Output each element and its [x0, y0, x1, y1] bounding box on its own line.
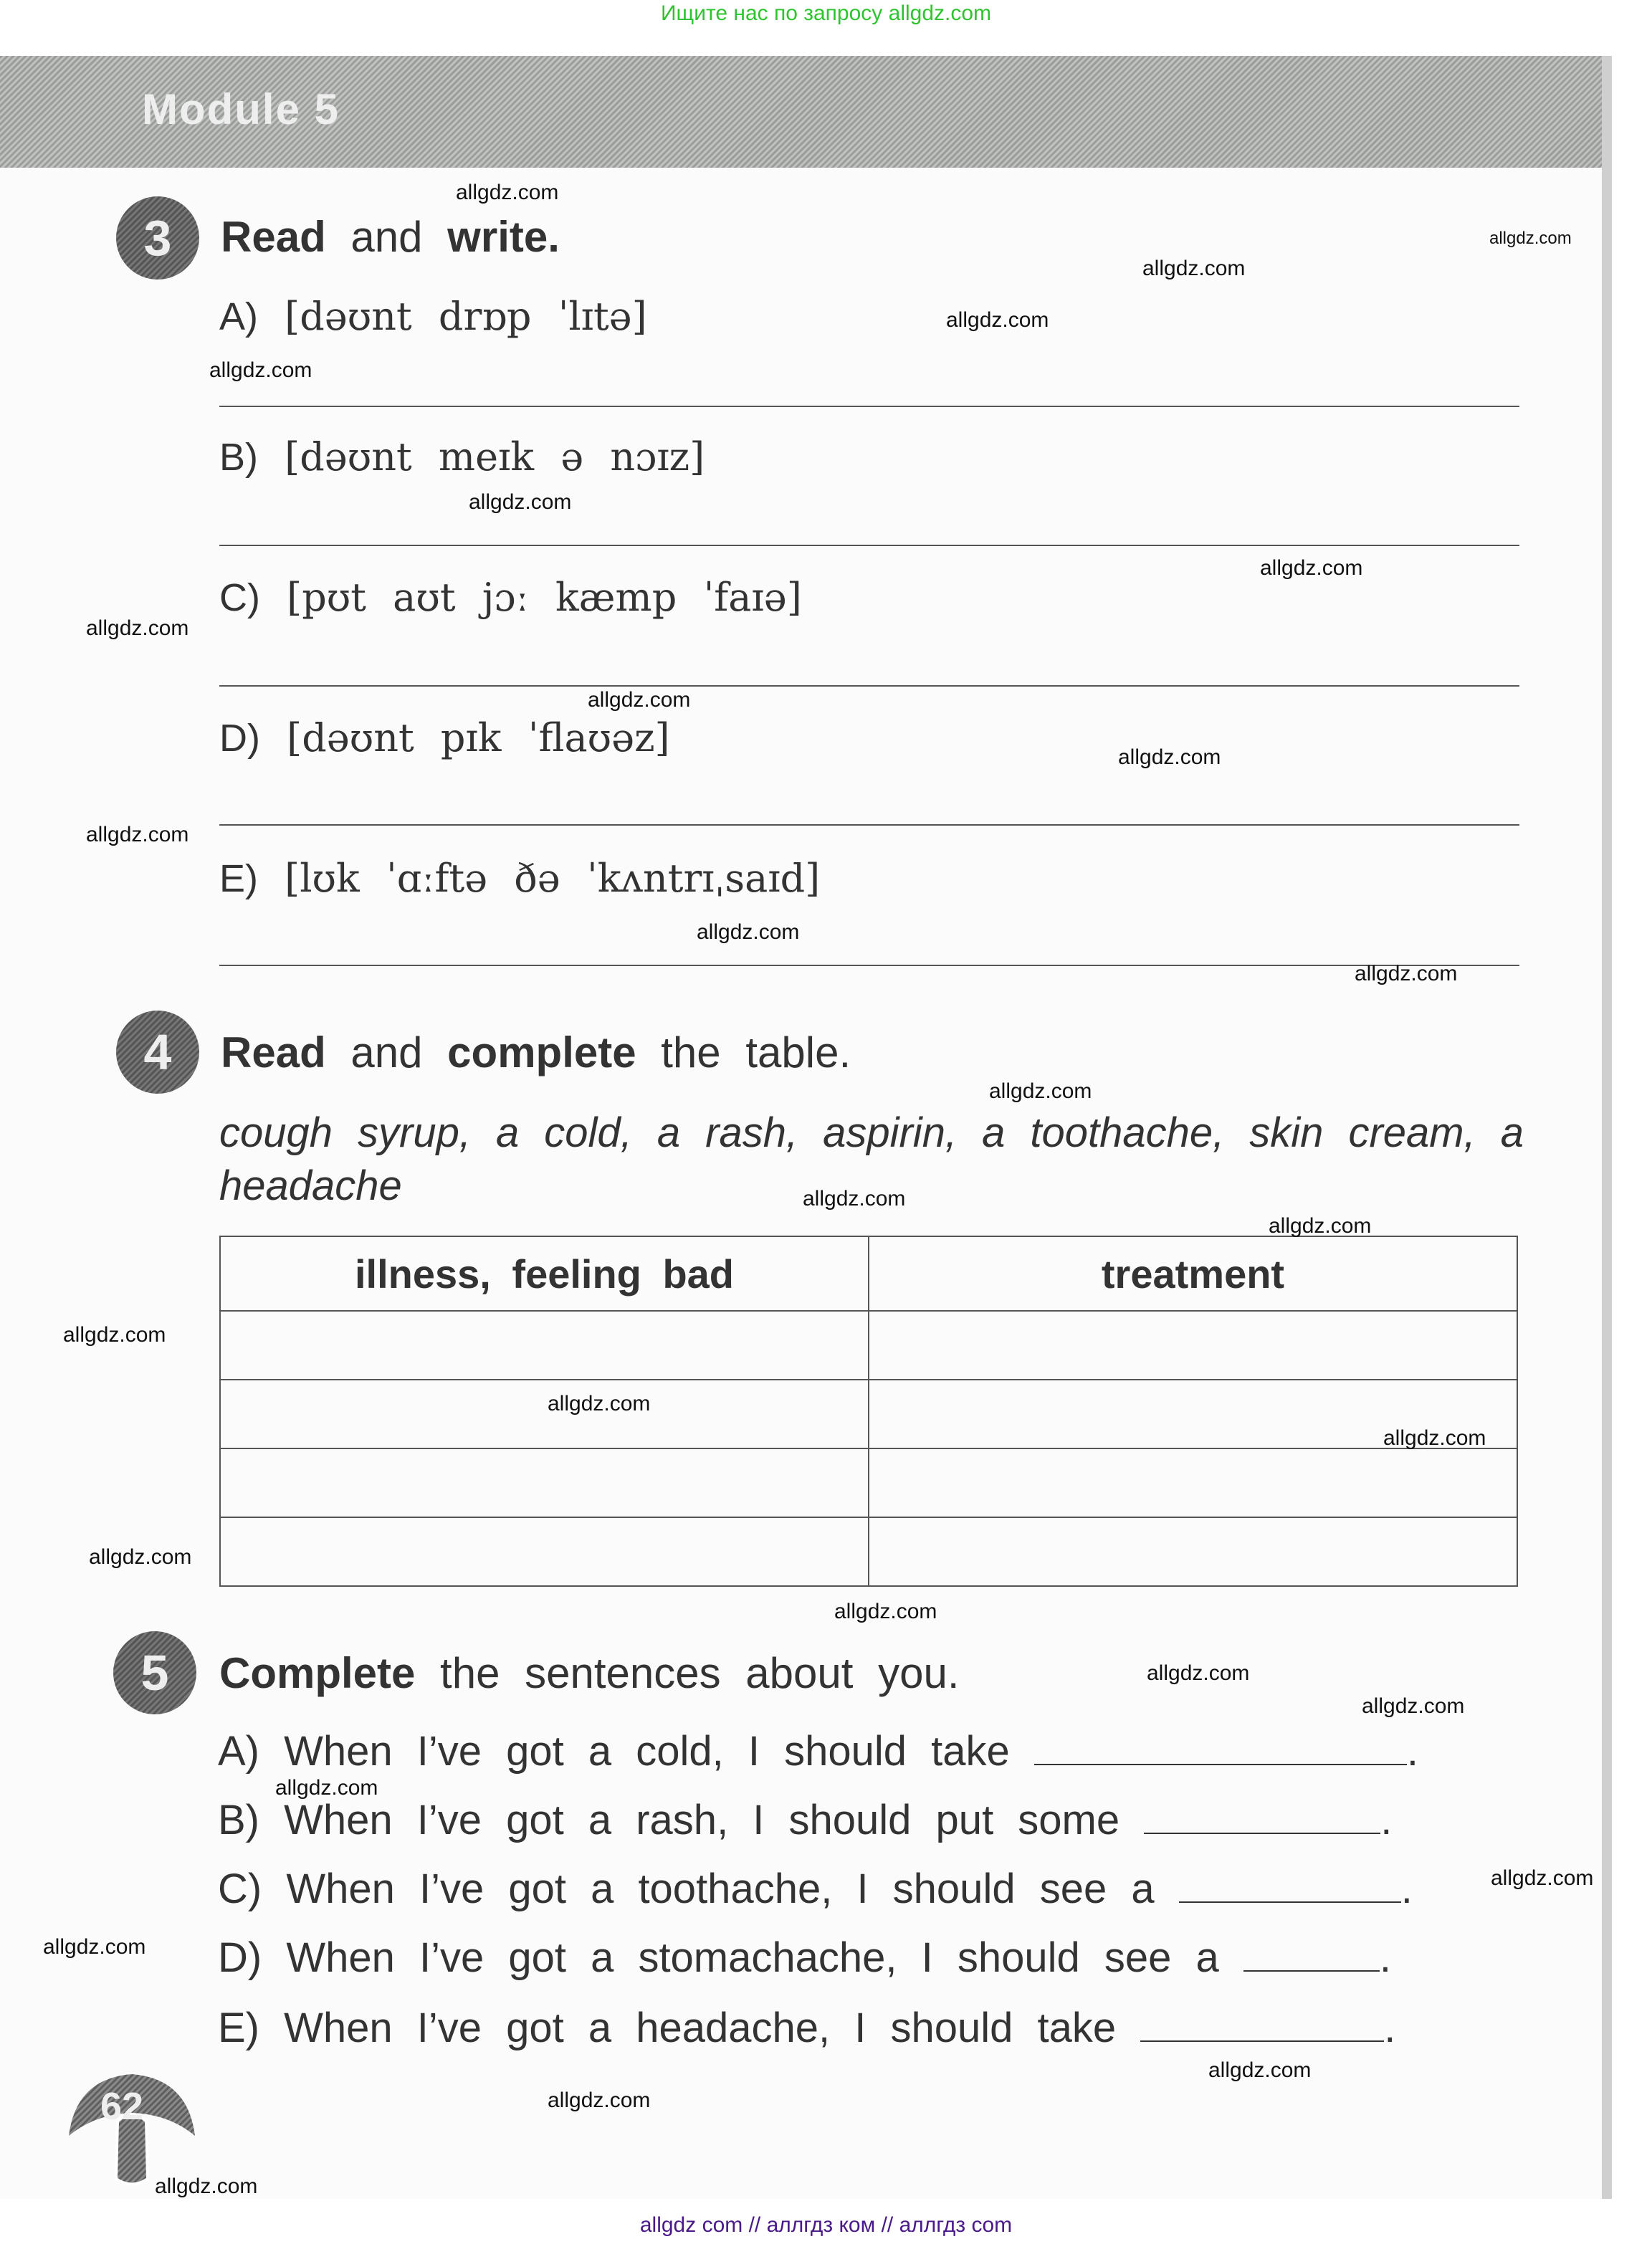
watermark: allgdz.com: [1491, 1866, 1594, 1890]
watermark: allgdz.com: [697, 920, 800, 944]
watermark: allgdz.com: [86, 616, 189, 640]
watermark: allgdz.com: [548, 2088, 651, 2112]
watermark: allgdz.com: [86, 823, 189, 846]
table-cell[interactable]: [220, 1311, 869, 1380]
exercise-3-title: Read and write.: [221, 213, 560, 261]
sentence-a: A) When I’ve got a cold, I should take .: [218, 1728, 1418, 1775]
watermark: allgdz.com: [1260, 556, 1363, 580]
page-number: 62: [100, 2085, 144, 2128]
watermark: allgdz.com: [63, 1323, 166, 1347]
sentence-b: B) When I’ve got a rash, I should put some .: [218, 1797, 1393, 1843]
exercise-4-number: 4: [116, 1011, 199, 1094]
table-cell[interactable]: [220, 1448, 869, 1517]
watermark: allgdz.com: [548, 1392, 651, 1415]
table-row: [220, 1448, 1517, 1517]
module-title: Module 5: [142, 85, 340, 133]
watermark: allgdz.com: [834, 1600, 937, 1623]
table-cell[interactable]: [869, 1311, 1517, 1380]
search-hint: Ищите нас по запросу allgdz.com: [660, 1, 992, 25]
exercise-5-title: Complete the sentences about you.: [219, 1649, 960, 1697]
table-row: [220, 1380, 1517, 1448]
watermark: allgdz.com: [1208, 2058, 1312, 2082]
ipa-item-c: C) [pʊt aʊt jɔː kæmp ˈfaɪə]: [219, 575, 802, 620]
answer-line-b[interactable]: [219, 545, 1519, 546]
watermark: allgdz.com: [946, 308, 1049, 332]
watermark: allgdz.com: [1383, 1426, 1486, 1450]
table-cell[interactable]: [220, 1380, 869, 1448]
sentence-e: E) When I’ve got a headache, I should take .: [218, 2005, 1396, 2051]
table-row: [220, 1517, 1517, 1586]
illness-treatment-table: [219, 1236, 1518, 1587]
watermark: allgdz.com: [1118, 745, 1221, 769]
answer-line-c[interactable]: [219, 685, 1519, 687]
sentence-d: D) When I’ve got a stomachache, I should see a .: [218, 1934, 1392, 1981]
exercise-3-number: 3: [116, 196, 199, 280]
ipa-item-d: D) [dəʊnt pɪk ˈflaʊəz]: [219, 715, 670, 760]
blank-d[interactable]: [1243, 1963, 1380, 1972]
answer-line-d[interactable]: [219, 824, 1519, 826]
answer-line-a[interactable]: [219, 406, 1519, 407]
site-footer-note: allgdz com // аллгдз ком // аллгдз com: [639, 2213, 1013, 2237]
watermark: allgdz.com: [989, 1079, 1092, 1103]
watermark: allgdz.com: [1355, 962, 1458, 985]
table-row: [220, 1311, 1517, 1380]
watermark: allgdz.com: [469, 490, 572, 514]
exercise-4-title: Read and complete the table.: [221, 1028, 851, 1076]
table-cell[interactable]: [869, 1448, 1517, 1517]
watermark: allgdz.com: [1269, 1214, 1372, 1238]
watermark: allgdz.com: [275, 1776, 378, 1800]
word-bank: cough syrup, a cold, a rash, aspirin, a toothache, skin cream, a headache: [219, 1109, 1524, 1209]
blank-b[interactable]: [1144, 1825, 1380, 1834]
sentence-c: C) When I’ve got a toothache, I should see a .: [218, 1866, 1413, 1912]
answer-line-e[interactable]: [219, 965, 1519, 966]
ipa-item-b: B) [dəʊnt meɪk ə nɔɪz]: [219, 434, 705, 479]
exercise-5-number: 5: [113, 1631, 196, 1714]
watermark: allgdz.com: [43, 1935, 146, 1959]
watermark: allgdz.com: [1489, 229, 1572, 248]
watermark: allgdz.com: [89, 1545, 192, 1569]
watermark: allgdz.com: [803, 1187, 906, 1211]
watermark: allgdz.com: [155, 2174, 258, 2198]
blank-a[interactable]: [1034, 1757, 1407, 1765]
ipa-item-e: E) [lʊk ˈɑːftə ðə ˈkʌntrɪˌsaɪd]: [219, 856, 821, 901]
column-header-illness: illness, feeling bad: [220, 1236, 869, 1311]
table-cell[interactable]: [220, 1517, 869, 1586]
ipa-item-a: A) [dəʊnt drɒp ˈlɪtə]: [219, 294, 647, 339]
watermark: allgdz.com: [1142, 257, 1246, 280]
column-header-treatment: treatment: [869, 1236, 1517, 1311]
table-cell[interactable]: [869, 1517, 1517, 1586]
watermark: allgdz.com: [588, 688, 691, 712]
watermark: allgdz.com: [209, 358, 312, 382]
watermark: allgdz.com: [456, 181, 559, 204]
watermark: allgdz.com: [1362, 1694, 1465, 1718]
blank-c[interactable]: [1179, 1894, 1401, 1903]
blank-e[interactable]: [1140, 2033, 1384, 2042]
watermark: allgdz.com: [1147, 1661, 1250, 1685]
